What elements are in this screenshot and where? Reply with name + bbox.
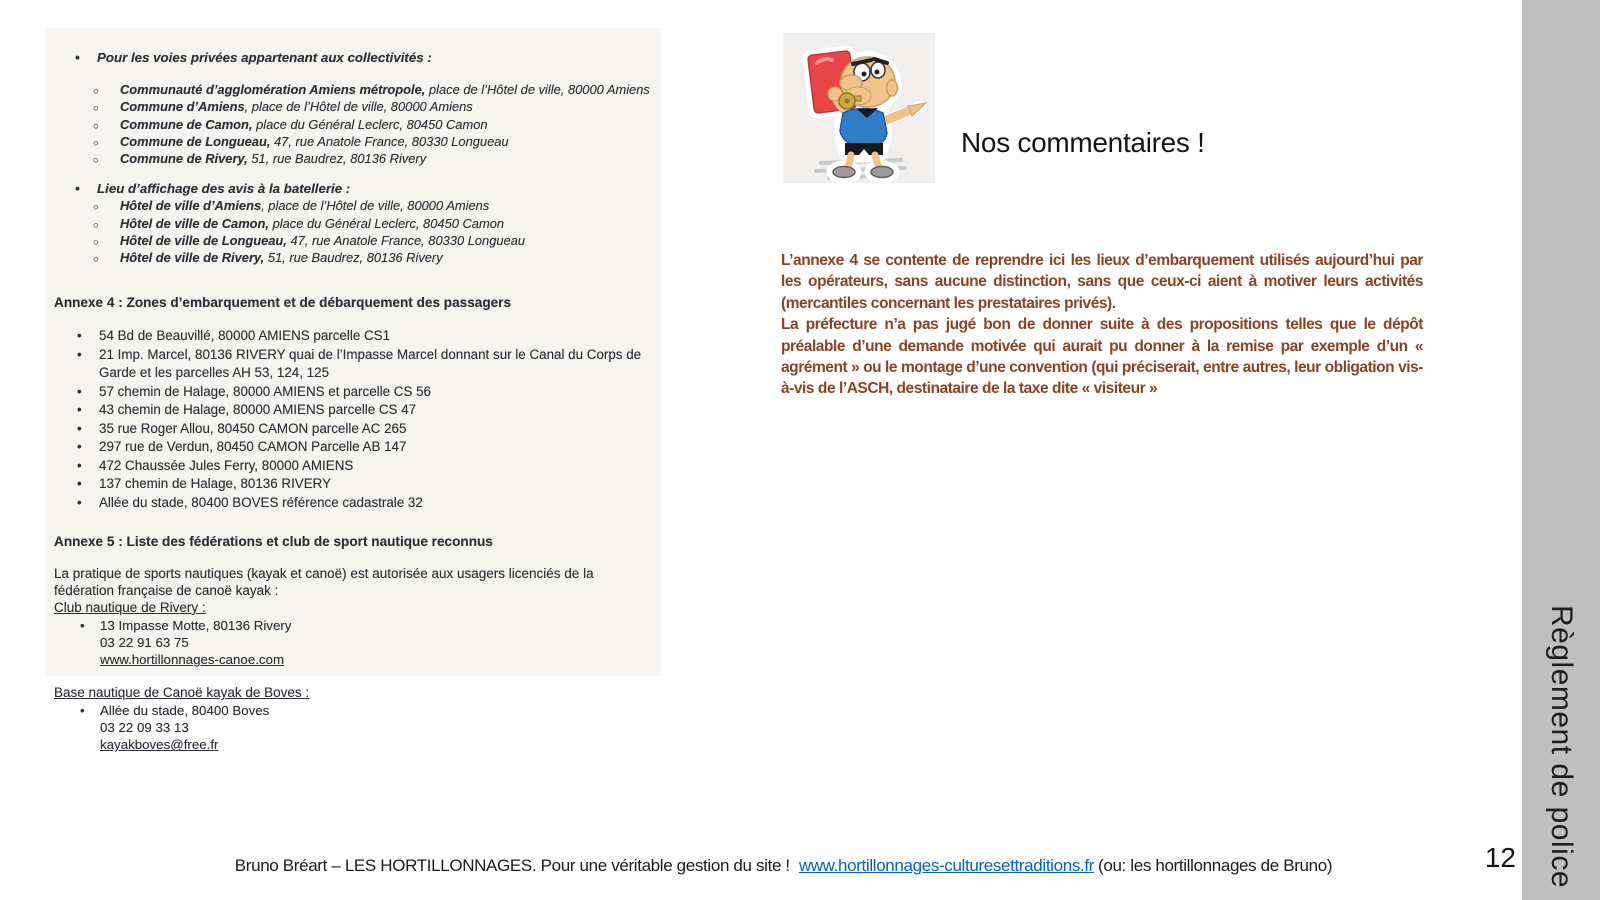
side-tab-label: Règlement de police [1545,604,1578,888]
annexe5-heading: Annexe 5 : Liste des fédérations et club de sport nautique reconnus [54,534,493,550]
club-boves-email: kayakboves@free.fr [100,737,219,753]
page-number: 12 [1484,842,1516,873]
annexe4-item: • 35 rue Roger Allou, 80450 CAMON parcelle AC 265 [77,420,661,439]
scan-list-item: ○ Commune de Camon, place du Général Leclerc, 80450 Camon [93,117,661,134]
referee-red-card-icon [783,33,935,183]
scan-list1-title: • Pour les voies privées appartenant aux collectivités : [75,50,661,65]
footer [0,856,1567,876]
scan-list-item: ○ Commune d’Amiens, place de l’Hôtel de ville, 80000 Amiens [93,99,661,116]
scanned-document [45,28,661,753]
club-rivery-address: • 13 Impasse Motte, 80136 Rivery [80,617,661,634]
annexe4-item: • 43 chemin de Halage, 80000 AMIENS parcelle CS 47 [77,401,661,420]
footer-suffix-text: (ou: les hortillonnages de Bruno) [1098,856,1333,875]
scan-list-item: ○ Communauté d’agglomération Amiens métropole, place de l’Hôtel de ville, 80000 Amiens [93,82,661,99]
annexe5-intro: La pratique de sports nautiques (kayak et canoë) est autorisée aux usagers licenciés de la fédération française de canoë kayak : [54,565,594,599]
club-rivery-website: www.hortillonnages-canoe.com [100,652,285,668]
scan-list-item: ○ Hôtel de ville de Longueau, 47, rue Anatole France, 80330 Longueau [93,233,661,250]
club-rivery-phone: 03 22 91 63 75 [100,635,189,651]
scan-list2-title: • Lieu d’affichage des avis à la batellerie : [75,181,661,196]
annexe4-item: • Allée du stade, 80400 BOVES référence cadastrale 32 [77,494,661,513]
comments-heading: Nos commentaires ! [961,127,1205,158]
comments-paragraph: La préfecture n’a pas jugé bon de donner suite à des propositions telles que le dépôt préalable d’une demande motivée qui aurait pu donner à la remise par exemple d’un « agrément » ou le montage d’une convention (qui préciserait, entre autres, leur obligation vis-à-vis de l’ASCH, destinataire de la taxe dite « visiteur » [781,316,1423,398]
scan-list-item: ○ Hôtel de ville de Camon, place du Général Leclerc, 80450 Camon [93,216,661,233]
club-rivery-heading: Club nautique de Rivery : [54,599,206,615]
scan-list-item: ○ Commune de Rivery, 51, rue Baudrez, 80136 Rivery [93,151,661,168]
scan-list-item: ○ Commune de Longueau, 47, rue Anatole France, 80330 Longueau [93,134,661,151]
footer-credit-text: Bruno Bréart – LES HORTILLONNAGES. Pour une véritable gestion du site ! [234,856,790,875]
scan-list-item: ○ Hôtel de ville de Rivery, 51, rue Baudrez, 80136 Rivery [93,250,661,267]
annexe4-item: • 54 Bd de Beauvillé, 80000 AMIENS parcelle CS1 [77,327,661,346]
referee-red-card-image [783,33,935,183]
annexe4-item: • 21 Imp. Marcel, 80136 RIVERY quai de l’Impasse Marcel donnant sur le Canal du Corps de Garde et les parcelles AH 53, 124, 125 [77,346,661,383]
side-tab [1522,0,1600,900]
annexe4-heading: Annexe 4 : Zones d’embarquement et de débarquement des passagers [54,295,512,311]
annexe4-item: • 297 rue de Verdun, 80450 CAMON Parcelle AB 147 [77,438,661,457]
footer-link[interactable]: www.hortillonnages-culturesettraditions.fr [798,856,1095,875]
club-boves-phone: 03 22 09 33 13 [100,720,189,736]
scan-list-item: ○ Hôtel de ville d’Amiens, place de l’Hôtel de ville, 80000 Amiens [93,198,661,215]
club-boves-address: • Allée du stade, 80400 Boves [80,702,661,719]
annexe4-item: • 57 chemin de Halage, 80000 AMIENS et parcelle CS 56 [77,383,661,402]
club-boves-heading: Base nautique de Canoë kayak de Boves : [54,685,310,701]
annexe4-item: • 137 chemin de Halage, 80136 RIVERY [77,475,661,494]
comments-body [781,250,1423,400]
comments-paragraph: L’annexe 4 se contente de reprendre ici les lieux d’embarquement utilisés aujourd’hui par les opérateurs, sans aucune distinction, sans que ceux-ci aient à motiver leurs activités (mercantiles concernant les prestataires privés). [781,252,1423,312]
annexe4-item: • 472 Chaussée Jules Ferry, 80000 AMIENS [77,457,661,476]
